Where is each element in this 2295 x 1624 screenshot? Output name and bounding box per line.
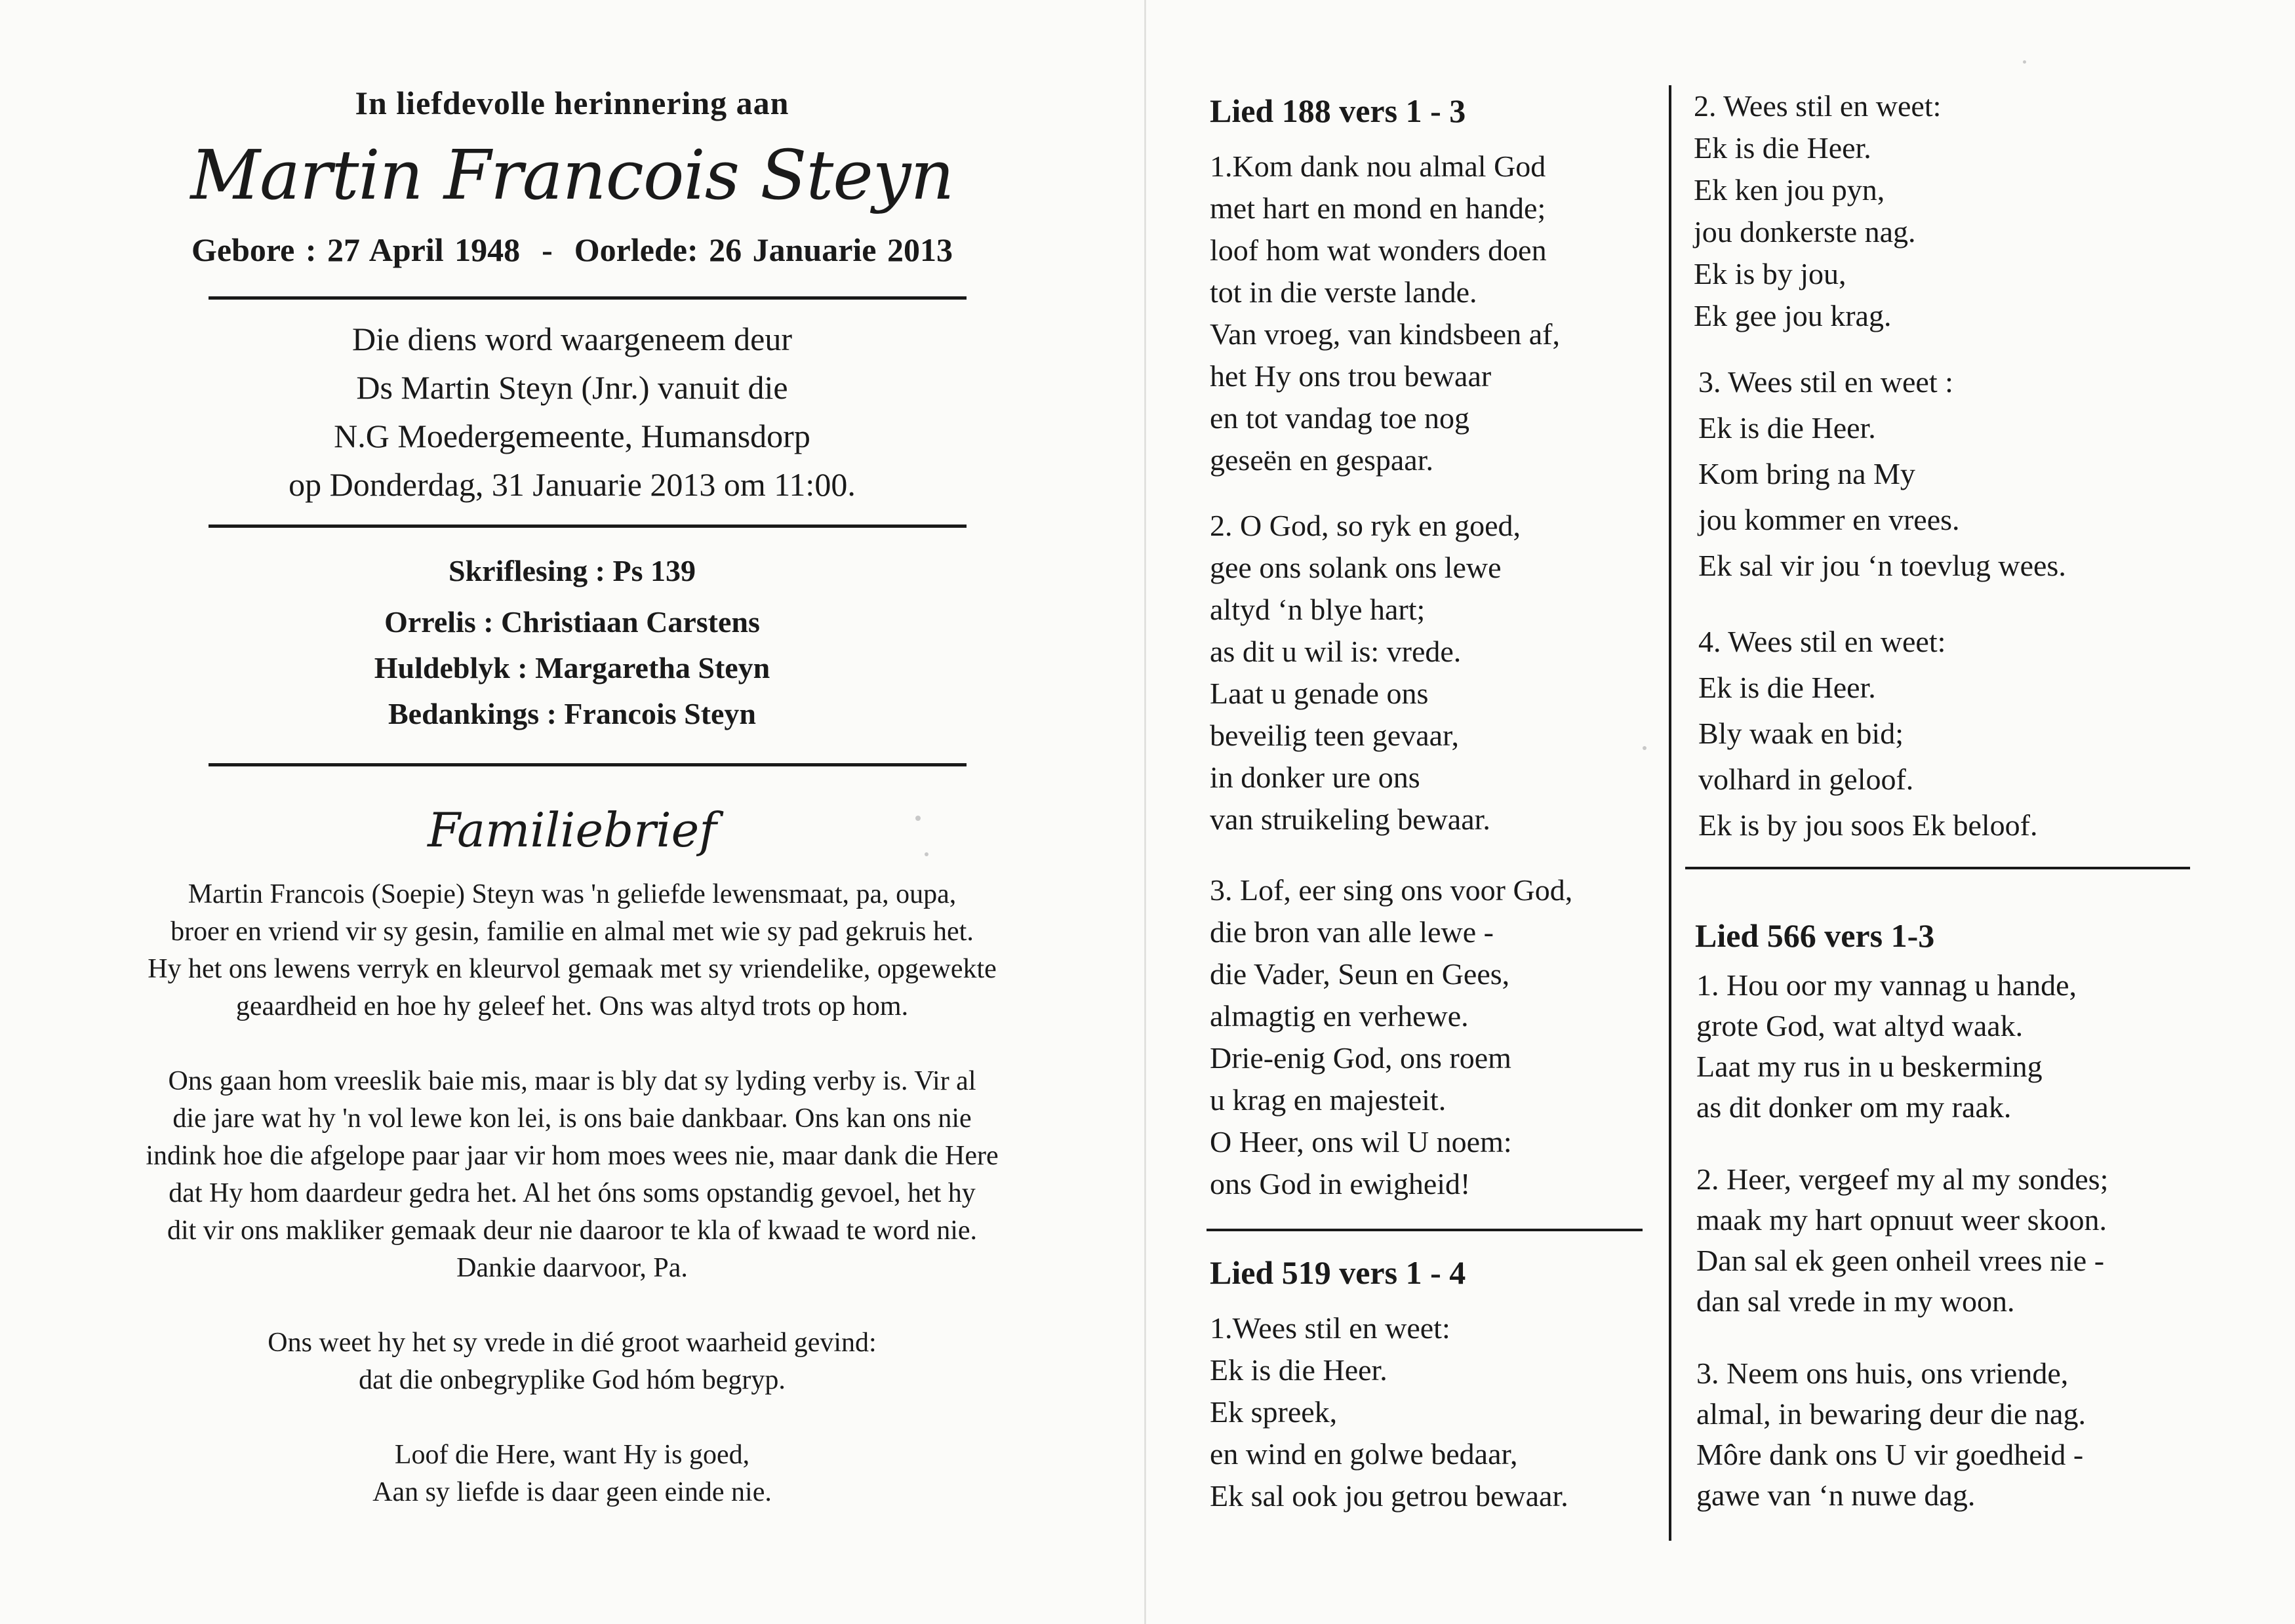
verse-line: Ek is die Heer. [1694,131,1871,165]
hymn-519-verse-3 [1698,359,2066,589]
service-line: op Donderdag, 31 Januarie 2013 om 11:00. [289,466,856,503]
verse-line: Drie-enig God, ons roem [1210,1041,1511,1075]
right-page [1144,0,2295,1624]
hymn-divider-right [1685,867,2190,869]
left-page [0,0,1144,1624]
verse-line: Ek sal ook jou getrou bewaar. [1210,1479,1568,1513]
divider-1 [209,296,967,300]
role-thanks: Bedankings : Francois Steyn [388,697,757,730]
verse-line: volhard in geloof. [1698,762,1914,796]
verse-line: grote God, wat altyd waak. [1696,1009,2024,1042]
role-organist: Orrelis : Christiaan Carstens [384,605,760,639]
verse-line: gee ons solank ons lewe [1210,551,1502,584]
verse-line: geseën en gespaar. [1210,443,1434,477]
paper-speck [915,816,921,821]
verse-line: en wind en golwe bedaar, [1210,1437,1518,1471]
verse-line: maak my hart opnuut weer skoon. [1696,1203,2107,1237]
letter-line: Martin Francois (Soepie) Steyn was 'n geliefde lewensmaat, pa, oupa, [188,879,957,909]
verse-line: van struikeling bewaar. [1210,802,1490,836]
verse-line: Bly waak en bid; [1698,717,1904,750]
hymn-566-title: Lied 566 vers 1-3 [1695,917,1935,954]
verse-line: Ek is by jou soos Ek beloof. [1698,808,2038,842]
column-divider [1669,85,1671,1541]
letter-line: dat die onbegryplike God hóm begryp. [359,1365,786,1395]
hymn-519-verse-1 [1210,1307,1568,1517]
deceased-name: Martin Francois Steyn [190,135,954,215]
verse-line: ons God in ewigheid! [1210,1167,1471,1200]
verse-line: Ek is die Heer. [1210,1353,1387,1387]
letter-line: Hy het ons lewens verryk en kleurvol gemaak met sy vriendelike, opgewekte [148,954,997,984]
verse-line: het Hy ons trou bewaar [1210,359,1492,393]
family-letter-title: Familiebrief [428,802,717,858]
service-line: N.G Moedergemeente, Humansdorp [334,418,810,454]
verse-line: die Vader, Seun en Gees, [1210,957,1510,991]
role-tribute: Huldeblyk : Margaretha Steyn [374,651,770,684]
role-scripture: Skriflesing : Ps 139 [449,554,696,587]
service-details [0,315,1144,509]
letter-line: Dankie daarvoor, Pa. [456,1253,688,1283]
verse-line: 2. Heer, vergeef my al my sondes; [1696,1162,2109,1196]
hymn-566-verse-3 [1696,1353,2086,1516]
verse-line: 3. Wees stil en weet : [1698,365,1953,399]
hymn-divider-left [1207,1229,1643,1231]
letter-line: Loof die Here, want Hy is goed, [394,1440,750,1470]
verse-line: Ek is die Heer. [1698,671,1876,704]
paper-speck [2023,60,2026,64]
letter-paragraph [0,1324,1144,1399]
hymn-519-verse-2 [1694,85,1941,337]
letter-line: Aan sy liefde is daar geen einde nie. [372,1477,772,1507]
letter-line: indink hoe die afgelope paar jaar vir hom moes wees nie, maar dank die Here [146,1141,999,1171]
letter-line: Ons weet hy het sy vrede in dié groot waarheid gevind: [268,1328,877,1358]
letter-line: die jare wat hy 'n vol lewe kon lei, is ons baie dankbaar. Ons kan ons nie [172,1103,972,1134]
letter-line: dat Hy hom daardeur gedra het. Al het óns soms opstandig gevoel, het hy [169,1178,976,1208]
verse-line: O Heer, ons wil U noem: [1210,1125,1512,1159]
verse-line: u krag en majesteit. [1210,1083,1447,1117]
verse-line: die bron van alle lewe - [1210,915,1494,949]
hymn-188-verse-3 [1210,869,1572,1205]
hymn-566-verse-2 [1696,1159,2108,1322]
verse-line: en tot vandag toe nog [1210,401,1470,435]
hymn-188-verse-2 [1210,505,1521,841]
verse-line: Môre dank ons U vir goedheid - [1696,1438,2084,1471]
letter-line: broer en vriend vir sy gesin, familie en almal met wie sy pad gekruis het. [170,917,974,947]
service-roles [0,548,1144,737]
verse-line: loof hom wat wonders doen [1210,233,1547,267]
letter-paragraph [0,1063,1144,1287]
verse-line: jou donkerste nag. [1694,215,1916,248]
birth-death-dates: Gebore : 27 April 1948 - Oorlede: 26 Januarie 2013 [191,231,953,268]
divider-2 [209,525,967,528]
verse-line: Ek is die Heer. [1698,411,1876,445]
verse-line: met hart en mond en hande; [1210,191,1546,225]
paper-speck [925,852,928,856]
verse-line: Ek sal vir jou ‘n toevlug wees. [1698,549,2066,582]
verse-line: almagtig en verhewe. [1210,999,1469,1033]
verse-line: dan sal vrede in my woon. [1696,1284,2015,1318]
verse-line: Van vroeg, van kindsbeen af, [1210,317,1560,351]
verse-line: almal, in bewaring deur die nag. [1696,1397,2086,1431]
letter-line: Ons gaan hom vreeslik baie mis, maar is bly dat sy lyding verby is. Vir al [168,1066,976,1096]
verse-line: 4. Wees stil en weet: [1698,625,1946,658]
service-line: Die diens word waargeneem deur [351,321,793,357]
verse-line: Ek gee jou krag. [1694,299,1892,332]
divider-3 [209,763,967,766]
verse-line: as dit donker om my raak. [1696,1090,2012,1124]
verse-line: Ek ken jou pyn, [1694,173,1885,207]
verse-line: 3. Neem ons huis, ons vriende, [1696,1357,2069,1390]
verse-line: tot in die verste lande. [1210,275,1477,309]
verse-line: 2. O God, so ryk en goed, [1210,509,1521,542]
verse-line: jou kommer en vrees. [1698,503,1960,536]
verse-line: in donker ure ons [1210,761,1420,794]
verse-line: 3. Lof, eer sing ons voor God, [1210,873,1573,907]
verse-line: 1. Hou oor my vannag u hande, [1696,968,2077,1002]
memorial-intro: In liefdevolle herinnering aan [355,85,789,121]
verse-line: Kom bring na My [1698,457,1915,490]
verse-line: altyd ‘n blye hart; [1210,593,1426,626]
letter-line: dit vir ons makliker gemaak deur nie daaroor te kla of kwaad te word nie. [167,1216,978,1246]
verse-line: Laat my rus in u beskerming [1696,1050,2043,1083]
family-letter-body [0,876,1144,1549]
hymn-566-verse-1 [1696,965,2077,1128]
verse-line: Ek is by jou, [1694,257,1846,290]
verse-line: gawe van ‘n nuwe dag. [1696,1478,1976,1512]
hymn-519-title: Lied 519 vers 1 - 4 [1210,1254,1466,1291]
letter-line: geaardheid en hoe hy geleef het. Ons was altyd trots op hom. [235,991,909,1021]
verse-line: 1.Wees stil en weet: [1210,1311,1450,1345]
letter-paragraph [0,876,1144,1025]
paper-speck [1643,746,1646,750]
letter-paragraph [0,1436,1144,1511]
hymn-519-verse-4 [1698,619,2037,848]
verse-line: as dit u wil is: vrede. [1210,635,1462,668]
hymn-188-verse-1 [1210,146,1560,481]
verse-line: Laat u genade ons [1210,677,1429,710]
verse-line: Ek spreek, [1210,1395,1338,1429]
verse-line: beveilig teen gevaar, [1210,719,1460,752]
service-line: Ds Martin Steyn (Jnr.) vanuit die [356,369,788,406]
verse-line: 1.Kom dank nou almal God [1210,149,1546,183]
verse-line: Dan sal ek geen onheil vrees nie - [1696,1244,2105,1277]
verse-line: 2. Wees stil en weet: [1694,89,1942,123]
hymn-188-title: Lied 188 vers 1 - 3 [1210,92,1466,129]
